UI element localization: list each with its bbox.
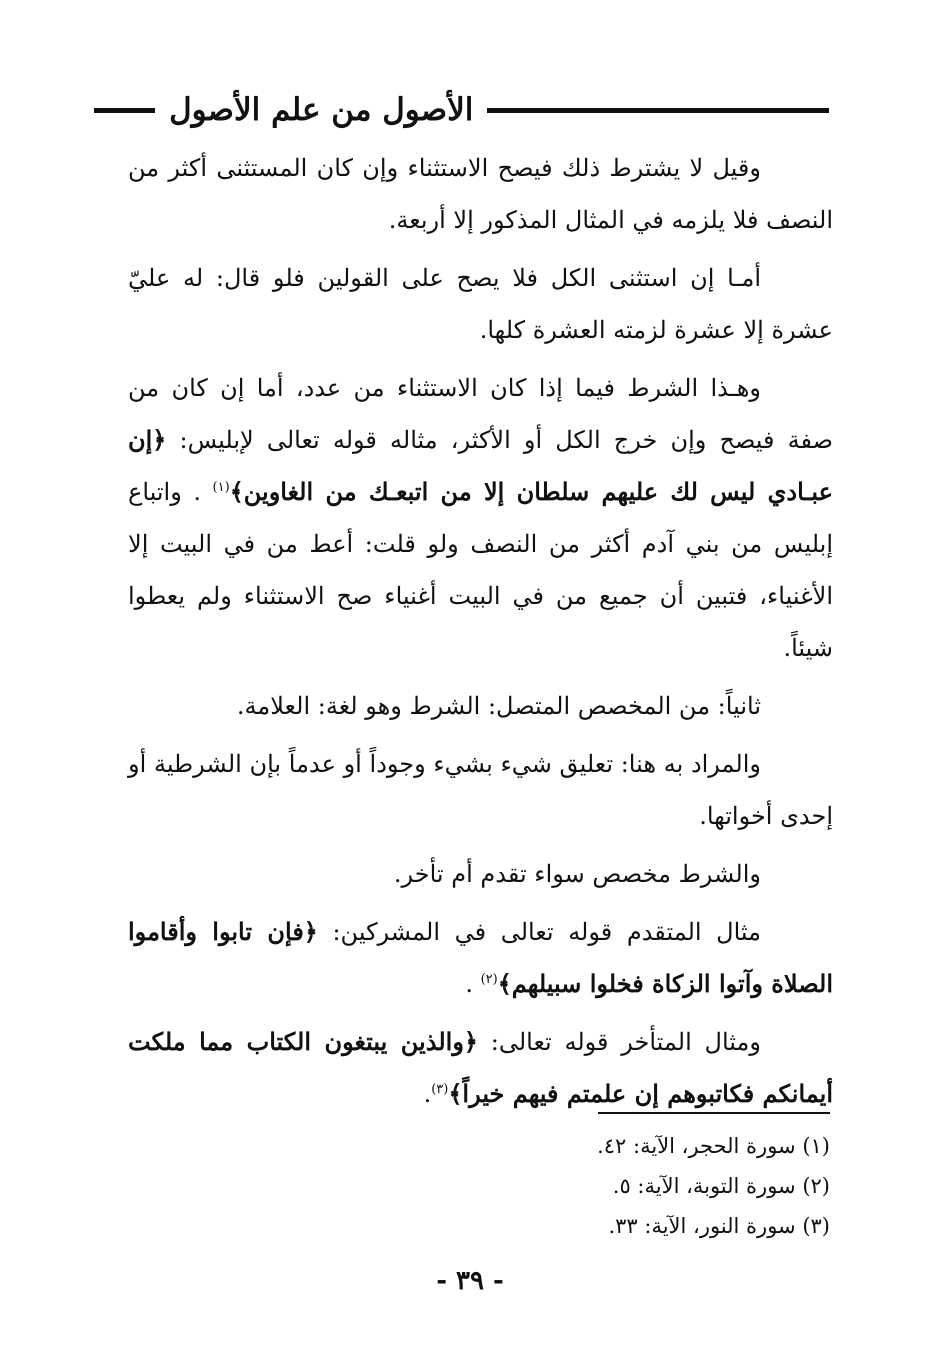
paragraph-4: ثانياً: من المخصص المتصل: الشرط وهو لغة: العلامة. (236, 692, 761, 720)
footnote-ref-2: (٢) (480, 972, 498, 987)
paragraph-8-text-a: ومثال المتأخر قوله تعالى: (477, 1028, 761, 1056)
quran-quote-3: ﴿والذين يبتغون الكتاب مما ملكت أيمانكم فكاتبوهم إن علمتم فيهم خيراً﴾ (128, 1027, 833, 1108)
paragraph-3 (128, 362, 833, 674)
page-number: - ٣٩ - (436, 1266, 504, 1296)
footnote-separator (598, 1112, 830, 1114)
header-rule-left (94, 108, 155, 113)
paragraph-5: والمراد به هنا: تعليق شيء بشيء وجوداً أو عدماً بإن الشرطية أو إحدى أخواتها. (128, 750, 833, 830)
footnote-ref-3: (٣) (431, 1082, 449, 1097)
footnote-ref-1: (١) (212, 480, 230, 495)
paragraph-8-text-b: . (423, 1080, 432, 1108)
paragraph-8 (128, 1016, 833, 1120)
paragraph-7-text-b: . (465, 970, 481, 998)
paragraph-7 (128, 906, 833, 1010)
footnote-1: (١) سورة الحجر، الآية: ٤٢. (597, 1134, 830, 1158)
header-title: الأصول من علم الأصول (169, 92, 474, 128)
header-rule-right (487, 108, 829, 113)
paragraph-1: وقيل لا يشترط ذلك فيصح الاستثناء وإن كان المستثنى أكثر من النصف فلا يلزمه في المثال المذكور إلا أربعة. (128, 154, 833, 234)
quran-quote-1: ﴿إن عبـادي ليس لك عليهم سلطان إلا من اتبعـك من الغاوين﴾ (128, 425, 833, 506)
paragraph-6: والشرط مخصص سواء تقدم أم تأخر. (393, 860, 761, 888)
quran-quote-2: ﴿فإن تابوا وأقاموا الصلاة وآتوا الزكاة فخلوا سبيلهم﴾ (128, 917, 833, 998)
footnote-2: (٢) سورة التوبة، الآية: ٥. (612, 1174, 830, 1198)
running-header (94, 88, 829, 132)
footnotes (430, 1126, 830, 1246)
paragraph-3-text-a: وهـذا الشرط فيما إذا كان الاستثناء من عدد، أما إن كان من صفة فيصح وإن خرج الكل أو الأكثر، مثاله قوله تعالى لإبليس: (128, 374, 833, 454)
paragraph-7-text-a: مثال المتقدم قوله تعالى في المشركين: (317, 918, 762, 946)
paragraph-2: أمـا إن استثنى الكل فلا يصح على القولين فلو قال: له عليّ عشرة إلا عشرة لزمته العشرة كلها. (128, 264, 833, 344)
body-text (128, 142, 833, 1126)
paragraph-3-text-b: . واتباع إبليس من بني آدم أكثر من النصف ولو قلت: أعط من في البيت إلا الأغنياء، فتبين أن جميع من في البيت أغنياء صح الاستثناء ولم يعطوا شيئاً. (128, 478, 833, 662)
footnote-3: (٣) سورة النور، الآية: ٣٣. (608, 1214, 830, 1238)
